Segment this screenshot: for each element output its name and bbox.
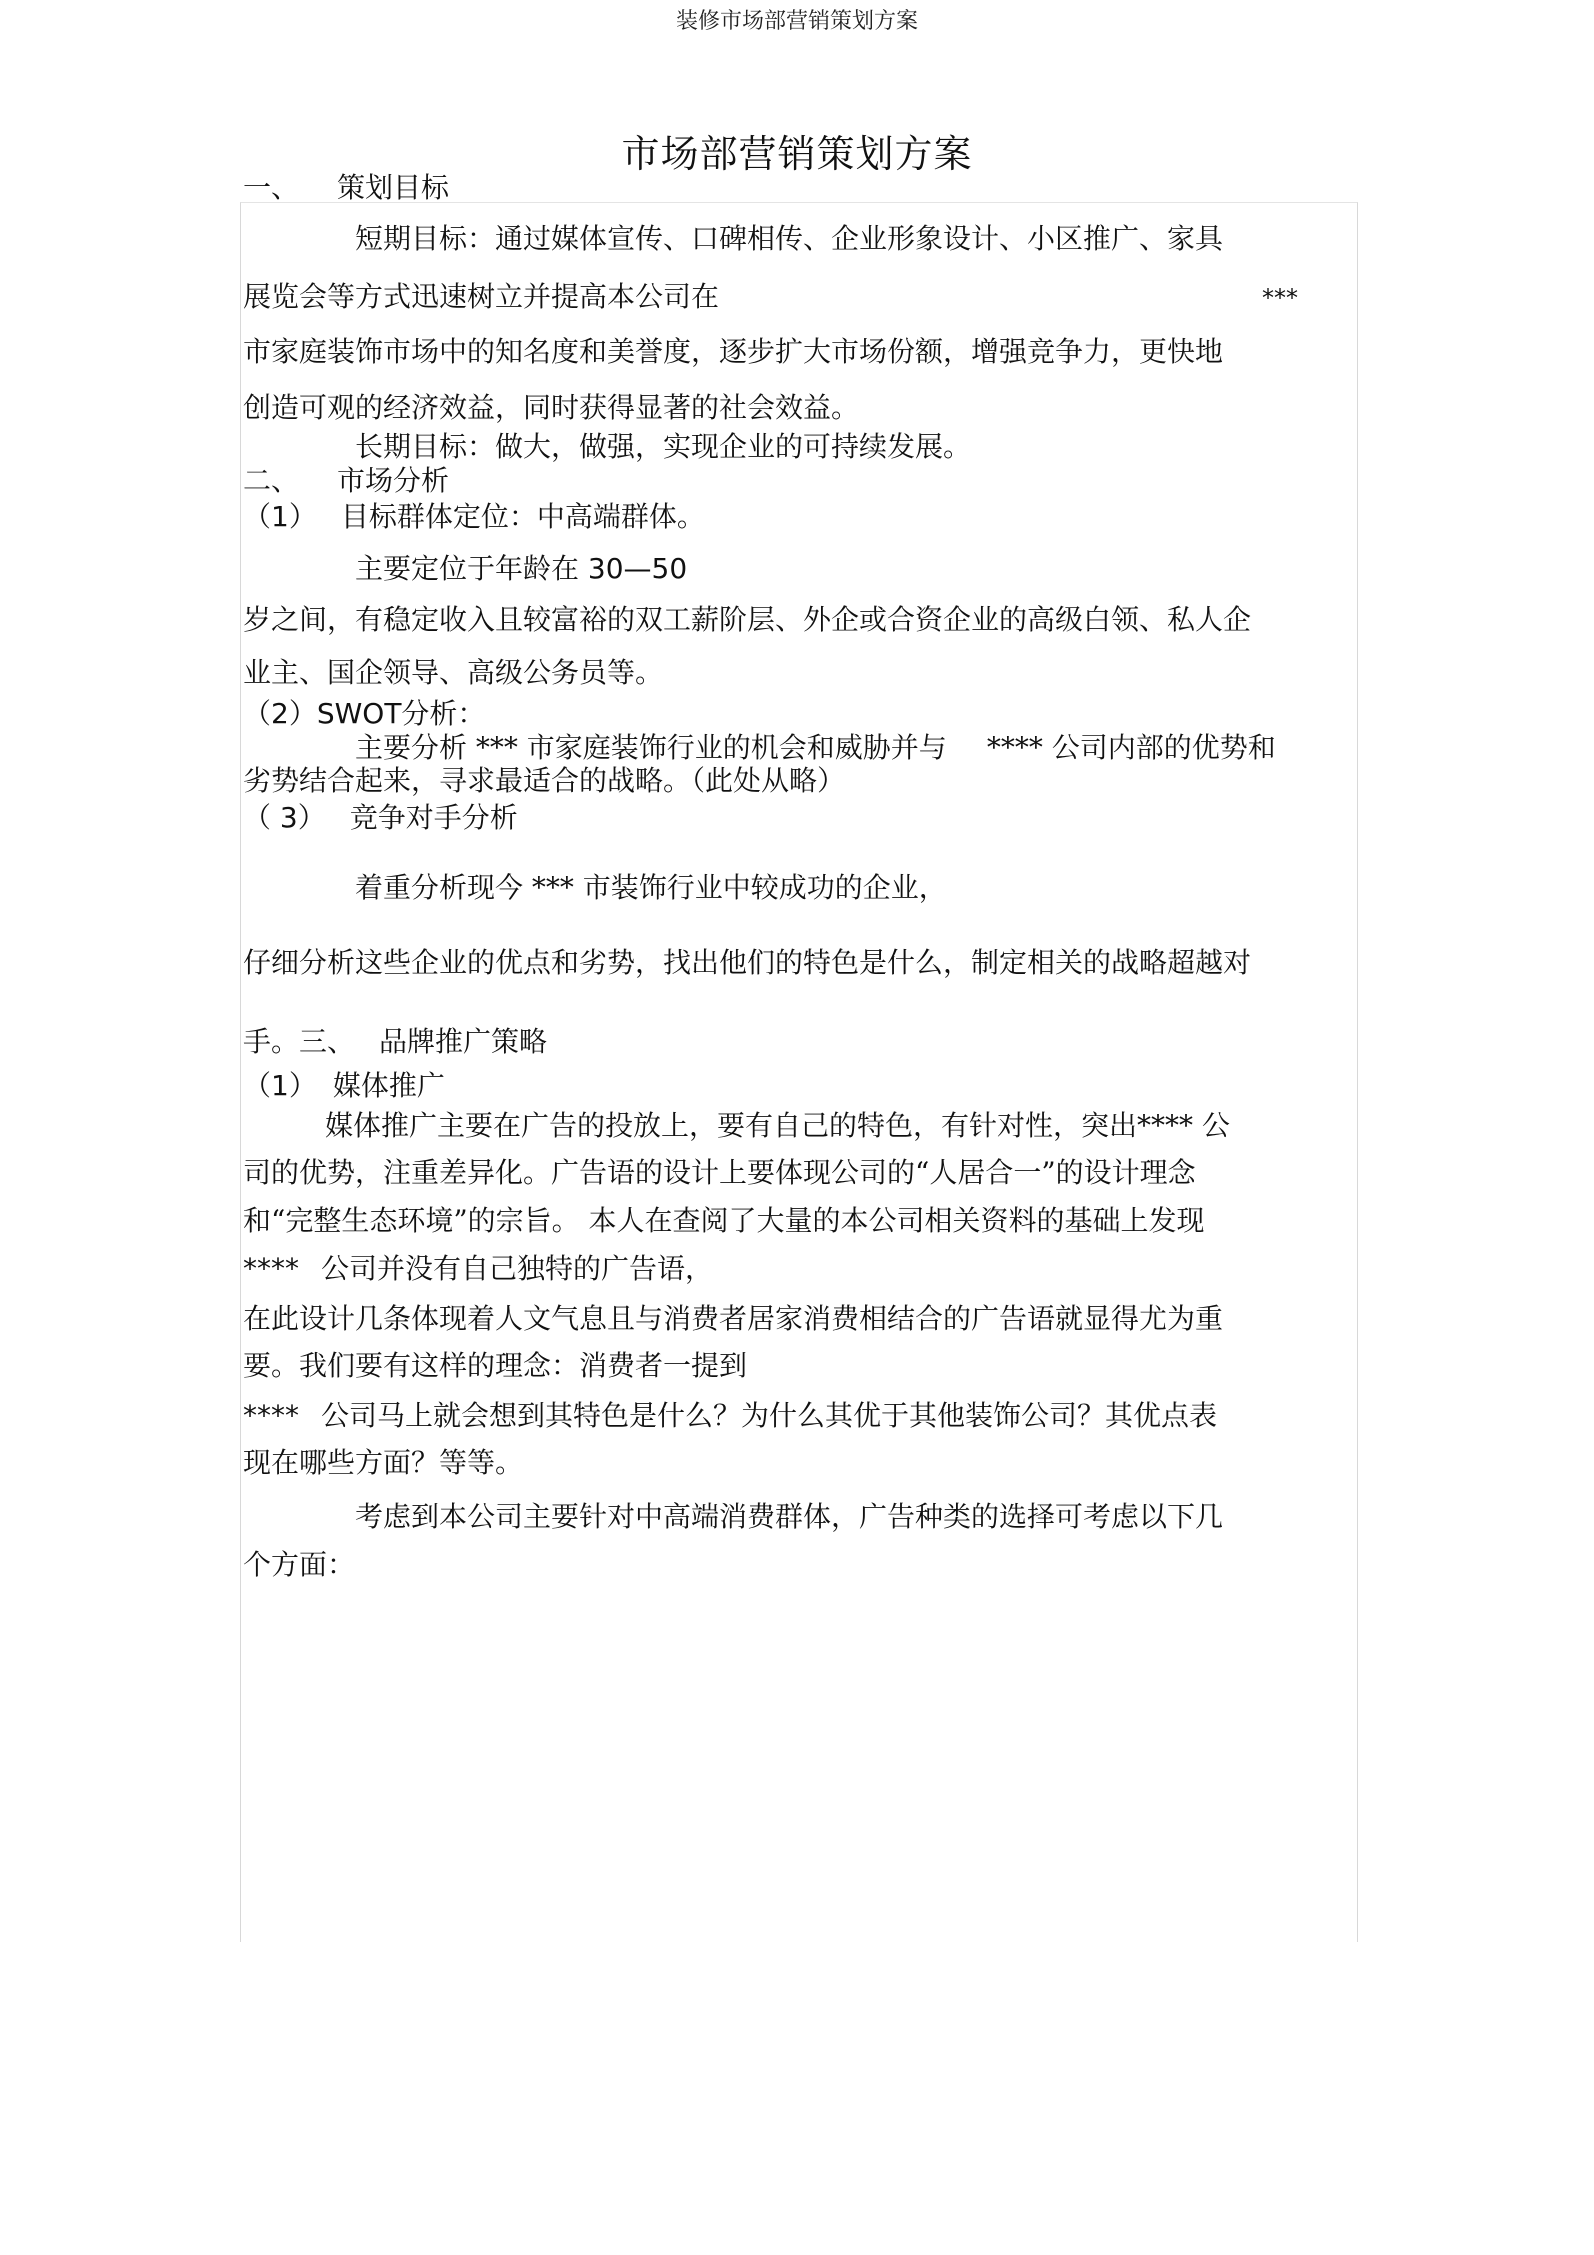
placeholder-stars: *** (1262, 284, 1298, 312)
subsection-number: （1） (243, 500, 317, 533)
subsection-2-heading (243, 697, 485, 731)
paragraph-text: 手。三、 (243, 1025, 356, 1058)
subsection-number: （2） (243, 697, 317, 730)
subsection-title: SWOT分析： (316, 697, 486, 730)
section-1-heading (243, 171, 449, 205)
subsection-number: （ 3） (243, 801, 326, 834)
paragraph-line: 长期目标：做大，做强，实现企业的可持续发展。 (355, 430, 972, 463)
paragraph-line: 媒体推广主要在广告的投放上，要有自己的特色，有针对性，突出**** 公 (325, 1109, 1230, 1142)
placeholder-stars: **** (243, 1252, 299, 1285)
subsection-title: 目标群体定位：中高端群体。 (340, 500, 705, 533)
paragraph-line: 市家庭装饰市场中的知名度和美誉度，逐步扩大市场份额，增强竞争力，更快地 (243, 335, 1224, 368)
running-header: 装修市场部营销策划方案 (675, 9, 918, 34)
paragraph-text: **** 公司内部的优势和 (986, 731, 1276, 764)
paragraph-line: 岁之间，有稳定收入且较富裕的双工薪阶层、外企或合资企业的高级白领、私人企 (243, 603, 1252, 636)
paragraph-text: 公司马上就会想到其特色是什么？为什么其优于其他装饰公司？其优点表 (321, 1399, 1218, 1432)
paragraph-line: 要。我们要有这样的理念：消费者一提到 (243, 1349, 748, 1382)
paragraph-line: 主要定位于年龄在 30—50 (355, 552, 688, 585)
subsection-4-heading (243, 1069, 445, 1103)
paragraph-line: 考虑到本公司主要针对中高端消费群体，广告种类的选择可考虑以下几 (355, 1500, 1224, 1533)
paragraph-text: 公司并没有自己独特的广告语， (321, 1252, 714, 1285)
paragraph-line (243, 1252, 713, 1286)
page-title: 市场部营销策划方案 (621, 132, 973, 176)
paragraph-line: 展览会等方式迅速树立并提高本公司在 (243, 280, 720, 313)
paragraph-line: 和“完整生态环境”的宗旨。 本人在查阅了大量的本公司相关资料的基础上发现 (243, 1204, 1205, 1237)
paragraph-line: 短期目标：通过媒体宣传、口碑相传、企业形象设计、小区推广、家具 (355, 222, 1224, 255)
paragraph-line: 在此设计几条体现着人文气息且与消费者居家消费相结合的广告语就显得尤为重 (243, 1302, 1224, 1335)
subsection-1-heading (243, 500, 705, 534)
paragraph-line: 创造可观的经济效益，同时获得显著的社会效益。 (243, 391, 860, 424)
section-number: 二、 (243, 464, 300, 497)
subsection-number: （1） (243, 1069, 317, 1102)
section-number: 一、 (243, 171, 300, 204)
section-title: 市场分析 (337, 464, 450, 497)
subsection-3-heading (243, 801, 518, 835)
paragraph-line: 业主、国企领导、高级公务员等。 (243, 656, 664, 689)
paragraph-text: 主要分析 *** 市家庭装饰行业的机会和威胁并与 (355, 731, 947, 764)
section-2-heading (243, 464, 449, 498)
paragraph-line: 司的优势，注重差异化。广告语的设计上要体现公司的“人居合一”的设计理念 (243, 1156, 1196, 1189)
paragraph-line: 现在哪些方面？等等。 (243, 1446, 524, 1479)
paragraph-line (243, 1399, 1217, 1433)
paragraph-line (355, 731, 1276, 765)
placeholder-stars: **** (243, 1399, 299, 1432)
paragraph-line: 个方面： (243, 1548, 356, 1581)
paragraph-line: 着重分析现今 *** 市装饰行业中较成功的企业， (355, 871, 947, 904)
paragraph-line: 劣势结合起来，寻求最适合的战略。（此处从略） (243, 764, 846, 797)
paragraph-line (243, 1025, 547, 1059)
subsection-title: 媒体推广 (332, 1069, 445, 1102)
paragraph-line: 仔细分析这些企业的优点和劣势，找出他们的特色是什么，制定相关的战略超越对 (243, 946, 1252, 979)
section-title: 策划目标 (337, 171, 450, 204)
subsection-title: 竞争对手分析 (349, 801, 518, 834)
section-title: 品牌推广策略 (379, 1025, 548, 1058)
